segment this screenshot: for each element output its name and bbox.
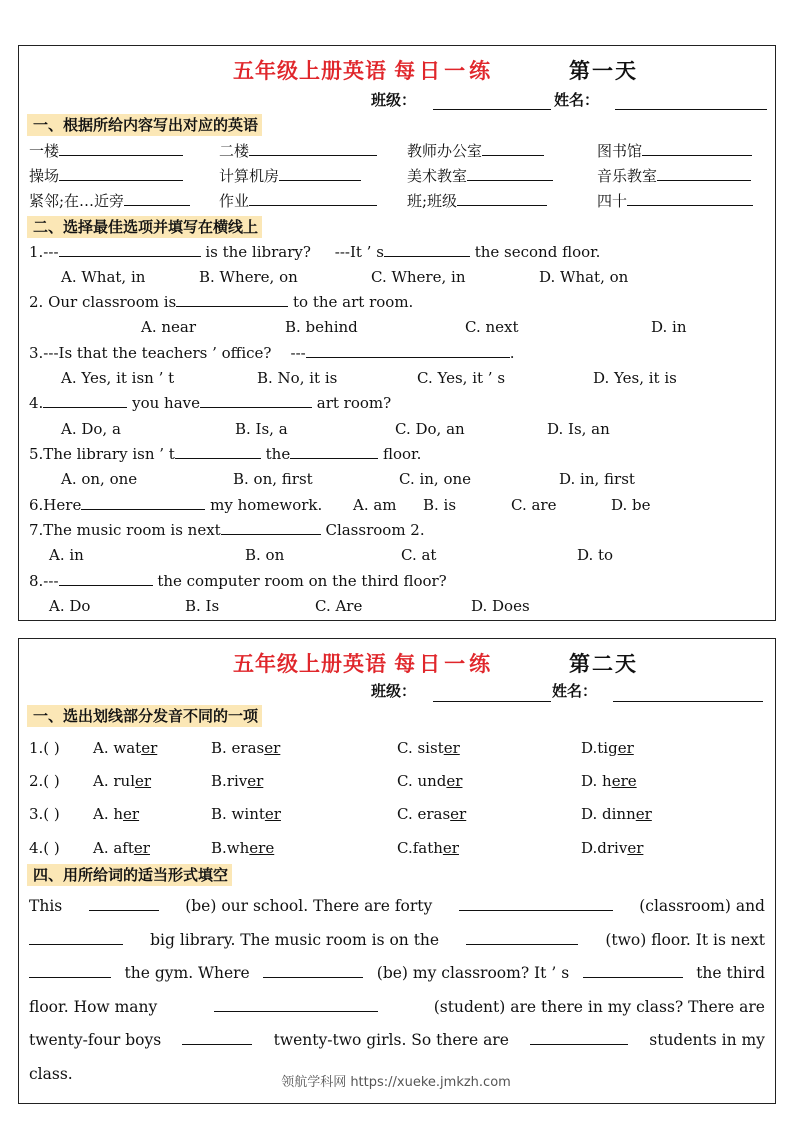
answer-blank[interactable] bbox=[29, 930, 123, 945]
phonics-row: 3.( ) bbox=[29, 805, 60, 823]
section-header: 一、选出划线部分发音不同的一项 bbox=[27, 705, 262, 727]
option[interactable]: B. on bbox=[245, 546, 285, 564]
vocab-item: 班;班级 bbox=[407, 191, 547, 211]
vocab-item: 操场 bbox=[29, 166, 183, 186]
class-field[interactable] bbox=[433, 109, 551, 110]
answer-blank[interactable] bbox=[467, 166, 553, 181]
answer-blank[interactable] bbox=[263, 963, 363, 978]
answer-blank[interactable] bbox=[221, 520, 321, 535]
option[interactable]: C. sister bbox=[397, 739, 460, 757]
answer-blank[interactable] bbox=[306, 343, 510, 358]
answer-blank[interactable] bbox=[176, 292, 288, 307]
option[interactable]: D. Does bbox=[471, 597, 530, 615]
passage-text: twenty-four boys bbox=[29, 1031, 162, 1049]
option[interactable]: C.father bbox=[397, 839, 459, 857]
question-3: 3.---Is that the teachers ’ office? --- . bbox=[29, 344, 515, 362]
question-7: 7.The music room is next Classroom 2. bbox=[29, 521, 425, 539]
answer-blank[interactable] bbox=[466, 930, 578, 945]
passage-text: the third bbox=[696, 964, 765, 982]
phonics-row: 2.( ) bbox=[29, 772, 60, 790]
vocab-item: 作业 bbox=[219, 191, 377, 211]
passage-text: the gym. Where bbox=[124, 964, 250, 982]
option[interactable]: B. behind bbox=[285, 318, 358, 336]
vocab-item: 四十 bbox=[597, 191, 753, 211]
option[interactable]: A. near bbox=[141, 318, 197, 336]
answer-blank[interactable] bbox=[81, 495, 205, 510]
worksheet-day-2 bbox=[18, 638, 776, 1104]
option[interactable]: D.driver bbox=[581, 839, 644, 857]
class-field[interactable] bbox=[433, 701, 551, 702]
passage-text: (be) my classroom? It ’ s bbox=[376, 964, 570, 982]
passage-text: class. bbox=[29, 1064, 73, 1083]
name-label: 姓名： bbox=[554, 91, 600, 109]
option[interactable]: B. No, it is bbox=[257, 369, 338, 387]
answer-blank[interactable] bbox=[182, 1030, 252, 1045]
answer-blank[interactable] bbox=[384, 242, 470, 257]
answer-blank[interactable] bbox=[290, 444, 378, 459]
answer-blank[interactable] bbox=[279, 166, 361, 181]
option[interactable]: A. Yes, it isn ’ t bbox=[61, 369, 175, 387]
name-field[interactable] bbox=[615, 109, 767, 110]
question-2: 2. Our classroom is to the art room. bbox=[29, 293, 414, 311]
option[interactable]: A. ruler bbox=[93, 772, 152, 790]
passage-line bbox=[29, 924, 765, 958]
option[interactable]: B. is bbox=[423, 496, 457, 514]
answer-blank[interactable] bbox=[59, 571, 153, 586]
option[interactable]: A. Do bbox=[49, 597, 91, 615]
option[interactable]: D. be bbox=[611, 496, 651, 514]
answer-blank[interactable] bbox=[29, 963, 111, 978]
worksheet-day-1 bbox=[18, 45, 776, 621]
answer-blank[interactable] bbox=[59, 141, 183, 156]
option[interactable]: A. in bbox=[49, 546, 84, 564]
passage-line bbox=[29, 957, 765, 991]
option[interactable]: A. her bbox=[93, 805, 140, 823]
option[interactable]: C. Where, in bbox=[371, 268, 466, 286]
footer-watermark: 领航学科网 https://xueke.jmkzh.com bbox=[281, 1075, 511, 1090]
option[interactable]: A. am bbox=[353, 496, 397, 514]
answer-blank[interactable] bbox=[482, 141, 544, 156]
passage-line bbox=[29, 991, 765, 1025]
passage-text: (two) floor. It is next bbox=[605, 930, 765, 949]
day-label: 第二天 bbox=[569, 651, 638, 676]
passage-text: (classroom) and bbox=[639, 897, 765, 915]
option[interactable]: D. to bbox=[577, 546, 614, 564]
passage-text: floor. How many bbox=[29, 997, 158, 1016]
worksheet-title: 五年级上册英语 每日一练 bbox=[233, 58, 495, 83]
answer-blank[interactable] bbox=[642, 141, 752, 156]
option[interactable]: D. here bbox=[581, 772, 637, 790]
passage-text: students in my bbox=[649, 1031, 765, 1049]
class-label: 班级： bbox=[371, 682, 417, 700]
option[interactable]: C. next bbox=[465, 318, 519, 336]
answer-blank[interactable] bbox=[459, 896, 613, 911]
option[interactable]: A. Do, a bbox=[61, 420, 121, 438]
vocab-item: 音乐教室 bbox=[597, 166, 751, 186]
worksheet-title: 五年级上册英语 每日一练 bbox=[233, 651, 495, 676]
answer-blank[interactable] bbox=[249, 191, 377, 206]
question-8: 8.--- the computer room on the third floor? bbox=[29, 572, 447, 590]
passage-line bbox=[29, 890, 765, 924]
section-header: 四、用所给词的适当形式填空 bbox=[27, 864, 232, 886]
passage-text: (student) are there in my class? There are bbox=[433, 997, 765, 1016]
option[interactable]: D. in, first bbox=[559, 470, 635, 488]
passage-text: (be) our school. There are forty bbox=[185, 897, 433, 915]
option[interactable]: B. Is bbox=[185, 597, 220, 615]
option[interactable]: D. Is, an bbox=[547, 420, 610, 438]
option[interactable]: C. under bbox=[397, 772, 463, 790]
option[interactable]: D. Yes, it is bbox=[593, 369, 677, 387]
option[interactable]: B. eraser bbox=[211, 739, 281, 757]
name-label: 姓名： bbox=[552, 682, 598, 700]
question-1: 1.--- is the library? ---It ’ s the second floor. bbox=[29, 243, 601, 261]
vocab-item: 计算机房 bbox=[219, 166, 361, 186]
question-5: 5.The library isn ’ t the floor. bbox=[29, 445, 422, 463]
option[interactable]: A. What, in bbox=[61, 268, 146, 286]
vocab-item: 紧邻;在…近旁 bbox=[29, 191, 190, 211]
answer-blank[interactable] bbox=[583, 963, 683, 978]
section-header: 二、选择最佳选项并填写在横线上 bbox=[27, 216, 262, 238]
question-6: 6.Here my homework. bbox=[29, 496, 323, 514]
option[interactable]: A. on, one bbox=[61, 470, 138, 488]
answer-blank[interactable] bbox=[89, 896, 159, 911]
option[interactable]: B. winter bbox=[211, 805, 281, 823]
question-4: 4. you have art room? bbox=[29, 394, 392, 412]
class-label: 班级： bbox=[371, 91, 417, 109]
vocab-item: 美术教室 bbox=[407, 166, 553, 186]
day-label: 第一天 bbox=[569, 58, 638, 83]
passage-text: big library. The music room is on the bbox=[150, 930, 440, 949]
cloze-passage bbox=[29, 890, 765, 1091]
option[interactable]: B. Is, a bbox=[235, 420, 288, 438]
option[interactable]: B.where bbox=[211, 839, 275, 857]
phonics-row: 1.( ) bbox=[29, 739, 60, 757]
vocab-item: 一楼 bbox=[29, 141, 183, 161]
option[interactable]: C. Yes, it ’ s bbox=[417, 369, 506, 387]
option[interactable]: A. water bbox=[93, 739, 158, 757]
option[interactable]: D. dinner bbox=[581, 805, 652, 823]
option[interactable]: B. Where, on bbox=[199, 268, 298, 286]
answer-blank[interactable] bbox=[200, 393, 312, 408]
vocab-item: 教师办公室 bbox=[407, 141, 544, 161]
answer-blank[interactable] bbox=[457, 191, 547, 206]
answer-blank[interactable] bbox=[175, 444, 261, 459]
option[interactable]: C. at bbox=[401, 546, 437, 564]
passage-text: twenty-two girls. So there are bbox=[273, 1031, 509, 1049]
answer-blank[interactable] bbox=[59, 166, 183, 181]
section-header: 一、根据所给内容写出对应的英语 bbox=[27, 114, 262, 136]
option[interactable]: C. are bbox=[511, 496, 557, 514]
option[interactable]: C. eraser bbox=[397, 805, 467, 823]
passage-line bbox=[29, 1024, 765, 1058]
answer-blank[interactable] bbox=[657, 166, 751, 181]
phonics-row: 4.( ) bbox=[29, 839, 60, 857]
answer-blank[interactable] bbox=[124, 191, 190, 206]
option[interactable]: C. Are bbox=[315, 597, 363, 615]
answer-blank[interactable] bbox=[627, 191, 753, 206]
answer-blank[interactable] bbox=[43, 393, 127, 408]
answer-blank[interactable] bbox=[249, 141, 377, 156]
answer-blank[interactable] bbox=[214, 997, 378, 1012]
answer-blank[interactable] bbox=[59, 242, 201, 257]
option[interactable]: C. Do, an bbox=[395, 420, 465, 438]
option[interactable]: D.tiger bbox=[581, 739, 634, 757]
option[interactable]: B. on, first bbox=[233, 470, 313, 488]
answer-blank[interactable] bbox=[530, 1030, 628, 1045]
option[interactable]: B.river bbox=[211, 772, 264, 790]
option[interactable]: C. in, one bbox=[399, 470, 472, 488]
vocab-item: 二楼 bbox=[219, 141, 377, 161]
option[interactable]: D. What, on bbox=[539, 268, 629, 286]
option[interactable]: D. in bbox=[651, 318, 687, 336]
passage-text: This bbox=[29, 897, 63, 915]
name-field[interactable] bbox=[613, 701, 763, 702]
option[interactable]: A. after bbox=[93, 839, 150, 857]
vocab-item: 图书馆 bbox=[597, 141, 752, 161]
